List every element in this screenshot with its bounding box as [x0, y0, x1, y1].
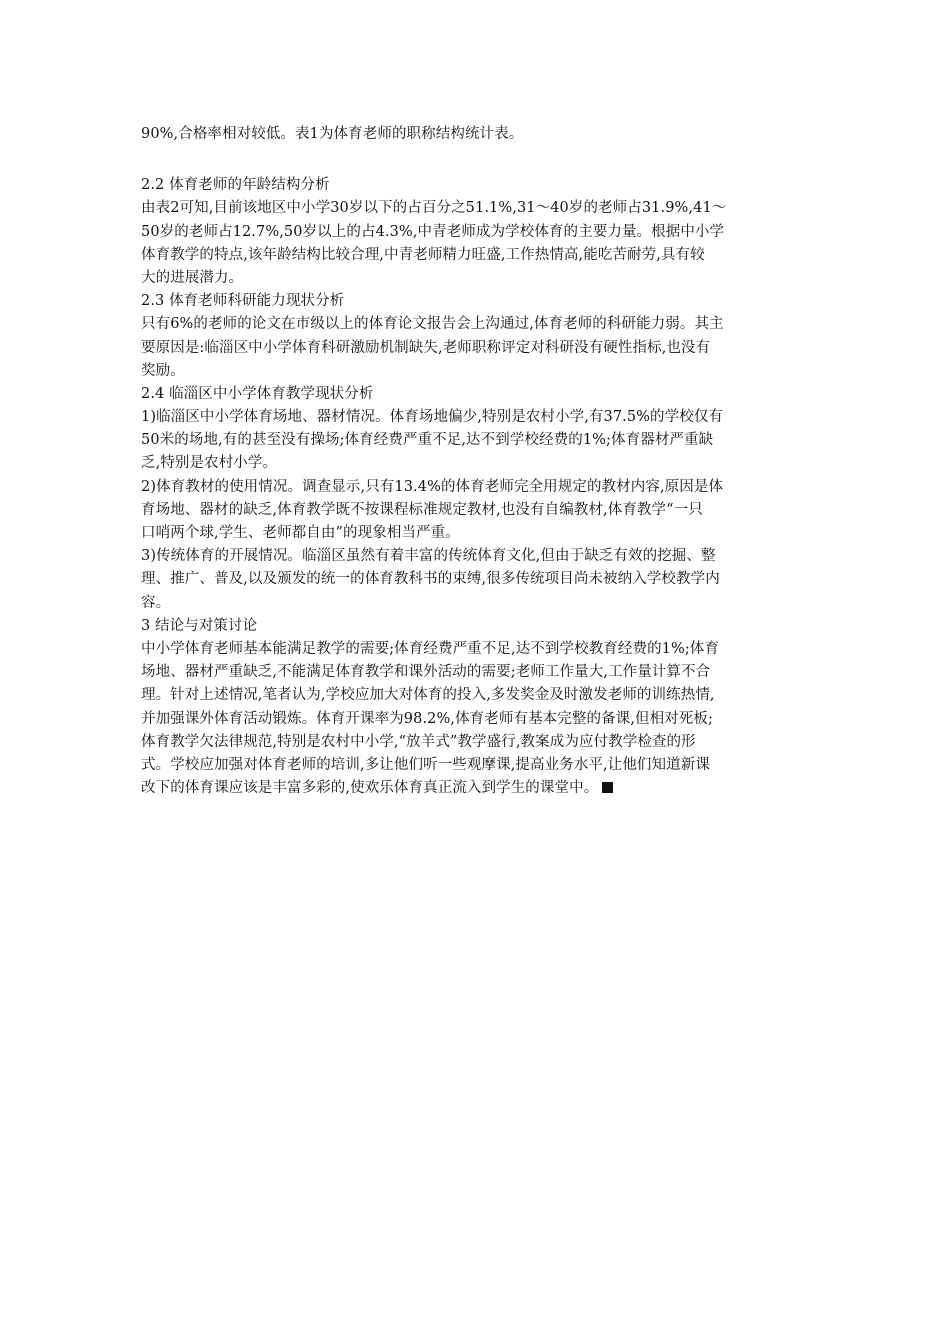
text-line: 体育教学欠法律规范,特别是农村中小学,“放羊式”教学盛行,教案成为应付教学检查的形	[141, 733, 696, 750]
text-line: 体育教学的特点,该年龄结构比较合理,中青老师精力旺盛,工作热情高,能吃苦耐劳,具有较	[141, 246, 705, 263]
text-line: 只有6%的老师的论文在市级以上的体育论文报告会上沟通过,体育老师的科研能力弱。其主	[141, 316, 724, 333]
text-line: 要原因是:临淄区中小学体育科研激励机制缺失,老师职称评定对科研没有硬性指标,也没有	[141, 339, 711, 356]
section-heading: 2.4 临淄区中小学体育教学现状分析	[141, 385, 374, 402]
text-line: 并加强课外体育活动锻炼。体育开课率为98.2%,体育老师有基本完整的备课,但相对死板;	[141, 710, 713, 727]
text-line: 场地、器材严重缺乏,不能满足体育教学和课外活动的需要;老师工作量大,工作量计算不合	[141, 664, 711, 681]
section-2-4	[141, 383, 813, 615]
paragraph-gap	[141, 146, 813, 174]
text-line: 口哨两个球,学生、老师都自由”的现象相当严重。	[141, 525, 460, 541]
section-2-2	[141, 174, 813, 290]
text-line: 奖励。	[141, 362, 185, 379]
text-line: 由表2可知,目前该地区中小学30岁以下的占百分之51.1%,31～40岁的老师占31.9%,41～	[141, 200, 727, 217]
text-line: 理、推广、普及,以及颁发的统一的体育教科书的束缚,很多传统项目尚未被纳入学校教学内	[141, 571, 720, 588]
section-heading: 2.3 体育老师科研能力现状分析	[141, 293, 345, 310]
final-text-line	[141, 777, 813, 800]
text-line: 中小学体育老师基本能满足教学的需要;体育经费严重不足,达不到学校教育经费的1%;体育	[141, 640, 720, 657]
section-3	[141, 615, 813, 801]
section-heading: 2.2 体育老师的年龄结构分析	[141, 177, 330, 194]
intro-paragraph	[141, 123, 813, 146]
text-line: 大的进展潜力。	[141, 269, 244, 286]
text-line: 改下的体育课应该是丰富多彩的,使欢乐体育真正流入到学生的课堂中。	[141, 780, 599, 797]
text-line: 90%,合格率相对较低。表1为体育老师的职称结构统计表。	[141, 126, 524, 142]
text-line: 乏,特别是农村小学。	[141, 455, 278, 472]
text-line: 育场地、器材的缺乏,体育教学既不按课程标准规定教材,也没有自编教材,体育教学“一只	[141, 501, 703, 518]
text-line: 式。学校应加强对体育老师的培训,多让他们听一些观摩课,提高业务水平,让他们知道新课	[141, 756, 710, 773]
section-heading: 3 结论与对策讨论	[141, 617, 258, 634]
text-line: 1)临淄区中小学体育场地、器材情况。体育场地偏少,特别是农村小学,有37.5%的学校仅有	[141, 409, 724, 426]
text-line: 2)体育教材的使用情况。调查显示,只有13.4%的体育老师完全用规定的教材内容,原因是体	[141, 478, 724, 495]
document-page	[141, 123, 813, 800]
text-line: 理。针对上述情况,笔者认为,学校应加大对体育的投入,多发奖金及时激发老师的训练热情,	[141, 687, 715, 704]
text-line: 50米的场地,有的甚至没有操场;体育经费严重不足,达不到学校经费的1%;体育器材严重缺	[141, 432, 714, 449]
text-line: 容。	[141, 594, 171, 611]
text-line: 3)传统体育的开展情况。临淄区虽然有着丰富的传统体育文化,但由于缺乏有效的挖掘、整	[141, 548, 716, 565]
section-2-3	[141, 290, 813, 383]
text-line: 50岁的老师占12.7%,50岁以上的占4.3%,中青老师成为学校体育的主要力量。根据中小学	[141, 223, 725, 240]
end-of-article-icon	[602, 782, 613, 793]
